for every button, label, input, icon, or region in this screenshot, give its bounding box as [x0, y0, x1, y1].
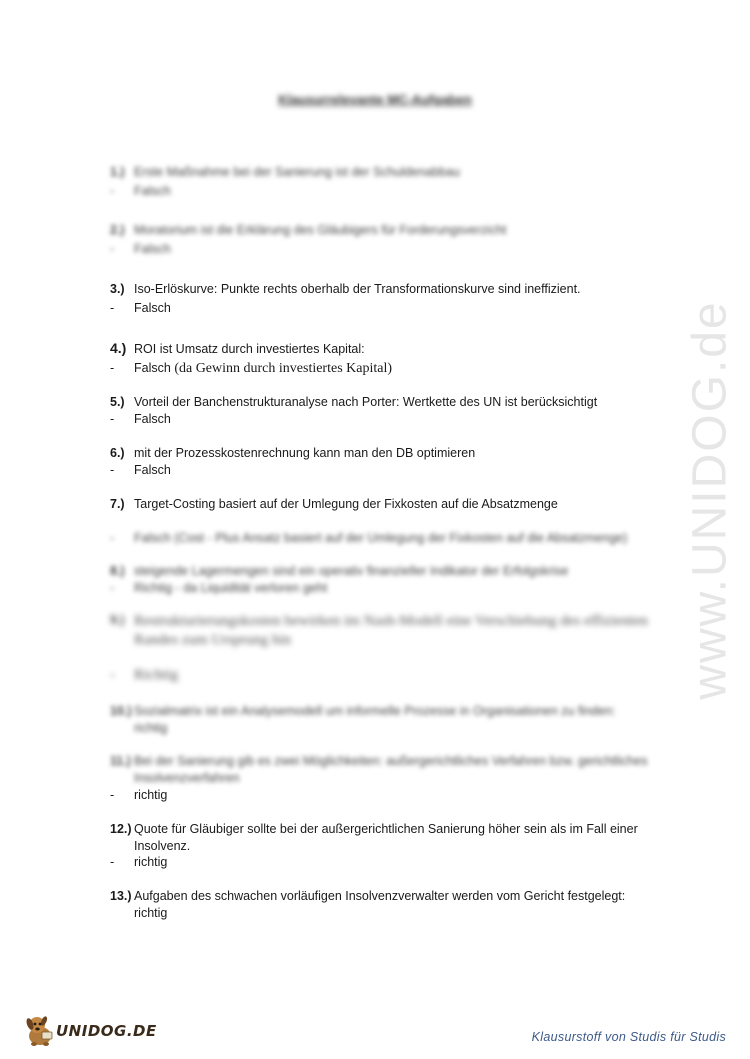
answer-4 [110, 360, 392, 377]
question-10 [110, 703, 654, 720]
question-number: 8.) [110, 564, 125, 578]
answer-3 [110, 300, 171, 317]
answer-dash: - [110, 667, 115, 683]
answer-text: Falsch [134, 301, 171, 315]
question-1 [110, 164, 460, 181]
answer-10 [134, 720, 167, 737]
answer-dash: - [110, 412, 115, 426]
question-3 [110, 281, 581, 298]
unidog-logo[interactable] [22, 1012, 157, 1048]
answer-text: Falsch [134, 184, 171, 198]
answer-13 [134, 905, 167, 922]
question-7 [110, 496, 558, 513]
question-number: 11.) [110, 754, 131, 768]
answer-dash: - [110, 581, 115, 595]
question-number: 3.) [110, 282, 125, 296]
answer-text: richtig [134, 855, 168, 869]
answer-text: richtig [134, 721, 168, 735]
question-2 [110, 222, 506, 239]
answer-note: (da Gewinn durch investiertes Kapital) [174, 361, 393, 376]
logo-text: UNIDOG.DE [56, 1022, 157, 1040]
question-number: 7.) [110, 497, 125, 511]
question-text: steigende Lagermengen sind ein operativ finanzieller Indikator der Erfolgskrise [134, 564, 569, 578]
answer-text: Falsch (Cost - Plus Ansatz basiert auf der Umlegung der Fixkosten auf die Absatzmenge) [134, 531, 628, 545]
answer-7 [110, 530, 627, 547]
question-6 [110, 445, 475, 462]
page-title: Klausurrelevante MC-Aufgaben [278, 92, 472, 107]
question-number: 9.) [110, 613, 125, 627]
answer-1 [110, 183, 171, 200]
question-text: Bei der Sanierung gib es zwei Möglichkeiten: außergerichtliches Verfahren bzw. gerichtliches Insolvenzverfahren [134, 754, 648, 785]
question-text: Aufgaben des schwachen vorläufigen Insolvenzverwalter werden vom Gericht festgelegt: [134, 889, 626, 903]
answer-text: richtig [134, 906, 168, 920]
answer-8 [110, 580, 327, 597]
answer-text: Falsch [134, 412, 171, 426]
answer-text: Falsch [134, 463, 171, 477]
question-text: Restrukturierungskosten bewirken im Nash-Modell eine Verschiebung des effizienten Randes zum Ursprung hin [134, 613, 648, 648]
question-text: Sozialmatrix ist ein Analysemodell um informelle Prozesse in Organisationen zu finden: [134, 704, 616, 718]
answer-2 [110, 241, 171, 258]
dog-mascot-icon [22, 1012, 58, 1048]
question-number: 13.) [110, 889, 132, 903]
question-text: Quote für Gläubiger sollte bei der außergerichtlichen Sanierung höher sein als im Fall einer Insolvenz. [134, 822, 638, 853]
answer-6 [110, 462, 171, 479]
answer-dash: - [110, 242, 115, 256]
footer-tagline: Klausurstoff von Studis für Studis [531, 1030, 726, 1044]
answer-dash: - [110, 855, 115, 869]
question-5 [110, 394, 597, 411]
answer-dash: - [110, 301, 115, 315]
answer-dash: - [110, 361, 115, 375]
question-number: 6.) [110, 446, 125, 460]
question-text: Erste Maßnahme bei der Sanierung ist der Schuldenabbau [134, 165, 460, 179]
question-8 [110, 563, 568, 580]
question-number: 12.) [110, 822, 132, 836]
question-number: 4.) [110, 340, 127, 356]
question-4 [110, 340, 365, 358]
answer-text: Richtig [134, 667, 179, 683]
question-text: Target-Costing basiert auf der Umlegung der Fixkosten auf die Absatzmenge [134, 497, 558, 511]
question-number: 5.) [110, 395, 125, 409]
question-number: 2.) [110, 223, 125, 237]
answer-dash: - [110, 463, 115, 477]
question-text: Iso-Erlöskurve: Punkte rechts oberhalb der Transformationskurve sind ineffizient. [134, 282, 581, 296]
question-12 [110, 821, 654, 855]
answer-text: Falsch [134, 242, 171, 256]
question-9 [110, 612, 654, 650]
answer-text: Falsch [134, 361, 171, 375]
question-text: Moratorium ist die Erklärung des Gläubigers für Forderungsverzicht [134, 223, 507, 237]
answer-dash: - [110, 531, 115, 545]
question-text: mit der Prozesskostenrechnung kann man den DB optimieren [134, 446, 476, 460]
watermark-text: www.UNIDOG.de [683, 300, 737, 700]
question-13 [110, 888, 654, 905]
answer-dash: - [110, 788, 115, 802]
question-number: 10.) [110, 704, 132, 718]
answer-text: Richtig - da Liquidität verloren geht [134, 581, 328, 595]
question-text: Vorteil der Banchenstrukturanalyse nach Porter: Wertkette des UN ist berücksichtigt [134, 395, 598, 409]
answer-5 [110, 411, 171, 428]
answer-9 [110, 667, 178, 684]
question-text: ROI ist Umsatz durch investiertes Kapital: [134, 342, 365, 356]
question-number: 1.) [110, 165, 125, 179]
question-11 [110, 753, 654, 787]
answer-text: richtig [134, 788, 168, 802]
answer-11 [110, 787, 167, 804]
answer-dash: - [110, 184, 115, 198]
answer-12 [110, 854, 167, 871]
